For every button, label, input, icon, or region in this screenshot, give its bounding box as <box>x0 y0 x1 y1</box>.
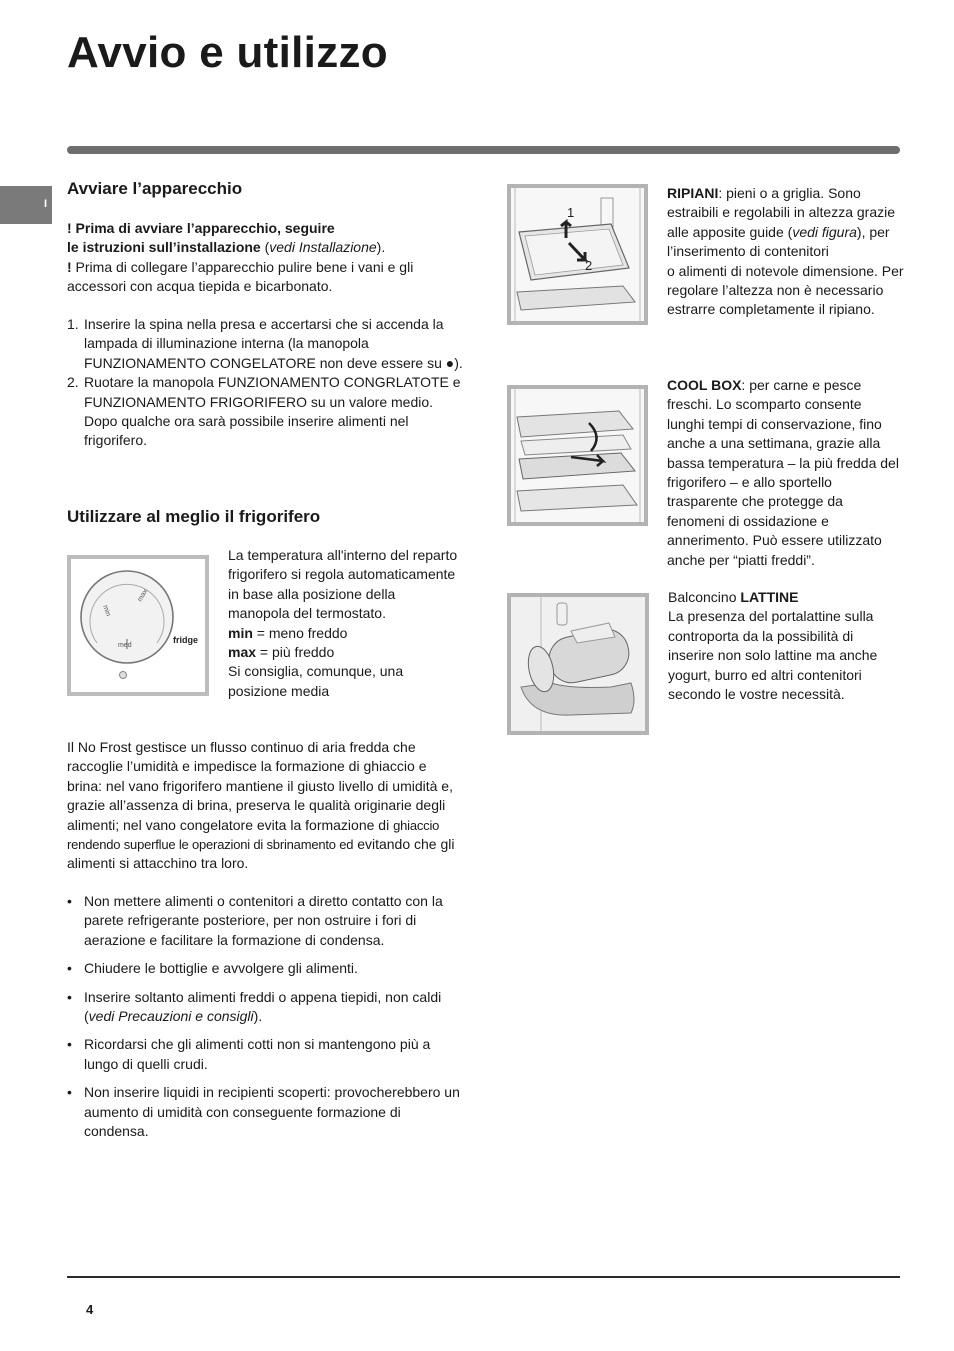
ripiani-keyword: RIPIANI <box>667 185 719 201</box>
knob-max-label: max <box>136 588 150 603</box>
lattine-figure <box>507 593 649 735</box>
thermostat-knob-figure <box>67 555 209 696</box>
fig-label-1: 1 <box>567 205 575 220</box>
thermostat-knob-icon <box>71 559 205 692</box>
coolbox-figure <box>507 385 648 526</box>
knob-min-label: min <box>101 604 112 618</box>
coolbox-illustration <box>511 389 644 522</box>
section-heading-avviare: Avviare l’apparecchio <box>67 179 243 198</box>
fig-label-2: 2 <box>585 258 593 273</box>
can-holder-illustration <box>511 597 645 731</box>
temperature-text: La temperatura all'interno del reparto frigorifero si regola automaticamente in base alla posizione della manopola del termostato. min = meno freddo max = più freddo Si consiglia, comunque, una posizione media <box>228 547 458 699</box>
lattine-keyword: LATTINE <box>740 589 799 605</box>
nofrost-paragraph: Il No Frost gestisce un flusso continuo di aria fredda che raccoglie l’umidità e impedisce la formazione di ghiaccio e brina: nel vano frigorifero mantiene il giusto livello di umidità e, grazie all’assenza di brina, preserva le qualità originarie degli alimenti; nel vano congelatore evita la formazione di ghiaccio rendendo superflue le operazioni di sbrinamento ed evitando che gli alimenti si attacchino tra loro. <box>67 739 455 872</box>
title-rule <box>67 146 900 154</box>
warning-mark: ! <box>67 220 72 236</box>
coolbox-text: COOL BOX: per carne e pesce freschi. Lo scomparto consente lunghi tempi di conservazione, fino anche a una settimana, grazie alla bassa temperatura – la più fredda del frigorifero – e allo sportello trasparente che protegge da fenomeni di ossidazione e annerimento. Può essere utilizzato anche per “piatti freddi”. <box>667 377 899 568</box>
warning-installation: ! Prima di avviare l’apparecchio, seguire le istruzioni sull’installazione (vedi Installazione). <box>67 220 386 256</box>
list-item: • Chiudere le bottiglie e avvolgere gli alimenti. <box>67 959 465 978</box>
knob-fridge-label: fridge <box>173 635 199 645</box>
list-item: • Inserire soltanto alimenti freddi o appena tiepidi, non caldi (vedi Precauzioni e consigli). <box>67 988 465 1027</box>
ripiani-text: RIPIANI: pieni o a griglia. Sono estraibili e regolabili in altezza grazie alle apposite guide (vedi figura), per l’inserimento di contenitori o alimenti di notevole dimensione. Per regolare l’altezza non è necessario estrarre completamente il ripiano. <box>667 185 904 318</box>
language-tab-label: I <box>44 198 48 210</box>
page-title: Avvio e utilizzo <box>67 28 388 77</box>
warnings-block <box>67 219 465 297</box>
warning-cleaning: ! Prima di collegare l’apparecchio pulire bene i vani e gli accessori con acqua tiepida e bicarbonato. <box>67 258 414 295</box>
list-item: • Ricordarsi che gli alimenti cotti non si mantengono più a lungo di quelli crudi. <box>67 1035 465 1074</box>
list-item: • Non mettere alimenti o contenitori a diretto contatto con la parete refrigerante posteriore, per non ostruire i fori di aerazione e facilitare la formazione di condensa. <box>67 892 465 950</box>
shelves-figure <box>507 184 648 325</box>
list-item: • Non inserire liquidi in recipienti scoperti: provocherebbero un aumento di umidità con conseguente formazione di condensa. <box>67 1083 465 1141</box>
shelf-adjust-illustration <box>511 188 644 321</box>
language-tab <box>0 186 52 224</box>
warning-mark: ! <box>67 258 72 275</box>
page-number: 4 <box>86 1302 94 1317</box>
coolbox-keyword: COOL BOX <box>667 377 742 393</box>
knob-med-label: med <box>118 642 132 649</box>
step-item: 1. Inserire la spina nella presa e accertarsi che si accenda la lampada di illuminazione interna (la manopola FUNZIONAMENTO CONGELATORE non deve essere su ●). <box>67 316 463 371</box>
tips-list <box>67 892 465 1150</box>
footer-rule <box>67 1276 900 1278</box>
step-item: 2. Ruotare la manopola FUNZIONAMENTO CONGRLATOTE e FUNZIONAMENTO FRIGORIFERO su un valore medio. Dopo qualche ora sarà possibile inserire alimenti nel frigorifero. <box>67 374 461 449</box>
section-heading-utilizzare: Utilizzare al meglio il frigorifero <box>67 507 321 526</box>
startup-steps <box>67 315 465 451</box>
lattine-text: Balconcino LATTINE La presenza del portalattine sulla controporta da la possibilità di inserire non solo lattine ma anche yogurt, burro ed altri contenitori secondo le vostre necessità. <box>668 589 878 703</box>
